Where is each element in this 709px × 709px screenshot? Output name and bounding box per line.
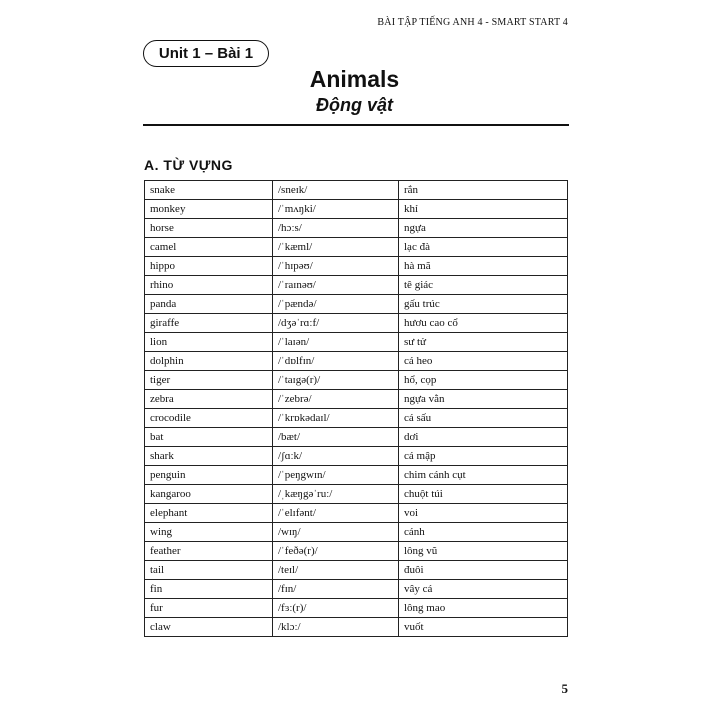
vocab-ipa-cell: /ʃɑːk/: [273, 447, 399, 466]
book-header-title: BÀI TẬP TIẾNG ANH 4 - SMART START 4: [377, 17, 568, 28]
vocab-word-cell: giraffe: [145, 314, 273, 333]
vocab-word-cell: crocodile: [145, 409, 273, 428]
table-row: [145, 390, 568, 409]
vocab-word-cell: panda: [145, 295, 273, 314]
vocab-meaning-cell: hươu cao cổ: [399, 314, 568, 333]
vocab-meaning-cell: lông vũ: [399, 542, 568, 561]
vocab-word-cell: kangaroo: [145, 485, 273, 504]
vocab-meaning-cell: chuột túi: [399, 485, 568, 504]
vocab-meaning-cell: khỉ: [399, 200, 568, 219]
vocab-meaning-cell: cánh: [399, 523, 568, 542]
vocab-ipa-cell: /teɪl/: [273, 561, 399, 580]
vocab-ipa-cell: /sneɪk/: [273, 181, 399, 200]
vocab-word-cell: elephant: [145, 504, 273, 523]
vocab-ipa-cell: /ˈhɪpəʊ/: [273, 257, 399, 276]
section-heading: A. TỪ VỰNG: [144, 157, 233, 173]
vocab-ipa-cell: /bæt/: [273, 428, 399, 447]
vocab-meaning-cell: đuôi: [399, 561, 568, 580]
vocab-ipa-cell: /ˈlaɪən/: [273, 333, 399, 352]
table-row: [145, 466, 568, 485]
vocab-ipa-cell: /hɔːs/: [273, 219, 399, 238]
table-row: [145, 333, 568, 352]
vocab-meaning-cell: vuốt: [399, 618, 568, 637]
vocab-ipa-cell: /ˈtaɪgə(r)/: [273, 371, 399, 390]
vocab-ipa-cell: /ˈraɪnəʊ/: [273, 276, 399, 295]
vocab-word-cell: dolphin: [145, 352, 273, 371]
table-row: [145, 238, 568, 257]
table-row: [145, 580, 568, 599]
title-divider: [143, 124, 569, 126]
vocab-meaning-cell: tê giác: [399, 276, 568, 295]
vocab-meaning-cell: hổ, cọp: [399, 371, 568, 390]
vocab-word-cell: tail: [145, 561, 273, 580]
vocab-word-cell: fur: [145, 599, 273, 618]
unit-badge: Unit 1 – Bài 1: [143, 40, 269, 67]
table-row: [145, 352, 568, 371]
vocab-ipa-cell: /ˈdɒlfɪn/: [273, 352, 399, 371]
vocab-meaning-cell: chim cánh cụt: [399, 466, 568, 485]
vocab-word-cell: feather: [145, 542, 273, 561]
vocab-word-cell: wing: [145, 523, 273, 542]
vocab-word-cell: shark: [145, 447, 273, 466]
vocab-meaning-cell: hà mã: [399, 257, 568, 276]
page-title: Animals: [309, 66, 400, 92]
vocab-ipa-cell: /ˈpeŋgwɪn/: [273, 466, 399, 485]
vocab-ipa-cell: /ˈzebrə/: [273, 390, 399, 409]
vocab-word-cell: bat: [145, 428, 273, 447]
vocab-word-cell: tiger: [145, 371, 273, 390]
vocab-meaning-cell: ngựa: [399, 219, 568, 238]
table-row: [145, 200, 568, 219]
vocab-word-cell: rhino: [145, 276, 273, 295]
vocab-ipa-cell: /fɪn/: [273, 580, 399, 599]
vocab-word-cell: lion: [145, 333, 273, 352]
vocab-ipa-cell: /ˈkrɒkədaɪl/: [273, 409, 399, 428]
table-row: [145, 504, 568, 523]
vocab-word-cell: hippo: [145, 257, 273, 276]
table-row: [145, 314, 568, 333]
table-row: [145, 409, 568, 428]
vocab-meaning-cell: cá heo: [399, 352, 568, 371]
vocab-meaning-cell: lông mao: [399, 599, 568, 618]
vocab-ipa-cell: /ˈmʌŋki/: [273, 200, 399, 219]
page-number: 5: [561, 681, 568, 696]
table-row: [145, 276, 568, 295]
table-row: [145, 447, 568, 466]
vocab-meaning-cell: dơi: [399, 428, 568, 447]
table-row: [145, 523, 568, 542]
vocab-word-cell: claw: [145, 618, 273, 637]
table-row: [145, 257, 568, 276]
vocab-ipa-cell: /ˌkæŋgəˈruː/: [273, 485, 399, 504]
vocab-ipa-cell: /dʒəˈrɑːf/: [273, 314, 399, 333]
table-row: [145, 618, 568, 637]
vocab-meaning-cell: gấu trúc: [399, 295, 568, 314]
vocab-ipa-cell: /klɔː/: [273, 618, 399, 637]
vocab-word-cell: camel: [145, 238, 273, 257]
vocab-ipa-cell: /fɜː(r)/: [273, 599, 399, 618]
vocab-word-cell: penguin: [145, 466, 273, 485]
vocab-word-cell: zebra: [145, 390, 273, 409]
vocab-ipa-cell: /ˈpændə/: [273, 295, 399, 314]
table-row: [145, 428, 568, 447]
table-row: [145, 219, 568, 238]
vocab-ipa-cell: /ˈelɪfənt/: [273, 504, 399, 523]
table-row: [145, 561, 568, 580]
vocab-ipa-cell: /ˈkæml/: [273, 238, 399, 257]
table-row: [145, 485, 568, 504]
vocab-meaning-cell: voi: [399, 504, 568, 523]
vocab-ipa-cell: /ˈfeðə(r)/: [273, 542, 399, 561]
vocab-ipa-cell: /wɪŋ/: [273, 523, 399, 542]
vocab-word-cell: horse: [145, 219, 273, 238]
vocab-meaning-cell: cá sấu: [399, 409, 568, 428]
vocab-word-cell: snake: [145, 181, 273, 200]
vocab-meaning-cell: rắn: [399, 181, 568, 200]
table-row: [145, 542, 568, 561]
vocab-meaning-cell: lạc đà: [399, 238, 568, 257]
table-row: [145, 599, 568, 618]
vocab-word-cell: fin: [145, 580, 273, 599]
vocab-meaning-cell: sư tử: [399, 333, 568, 352]
vocabulary-table-body: [145, 181, 568, 637]
table-row: [145, 295, 568, 314]
vocab-meaning-cell: vây cá: [399, 580, 568, 599]
vocab-meaning-cell: ngựa vằn: [399, 390, 568, 409]
vocab-meaning-cell: cá mập: [399, 447, 568, 466]
table-row: [145, 181, 568, 200]
table-row: [145, 371, 568, 390]
vocab-word-cell: monkey: [145, 200, 273, 219]
page-subtitle: Động vật: [315, 95, 393, 115]
vocabulary-table: [144, 180, 568, 637]
